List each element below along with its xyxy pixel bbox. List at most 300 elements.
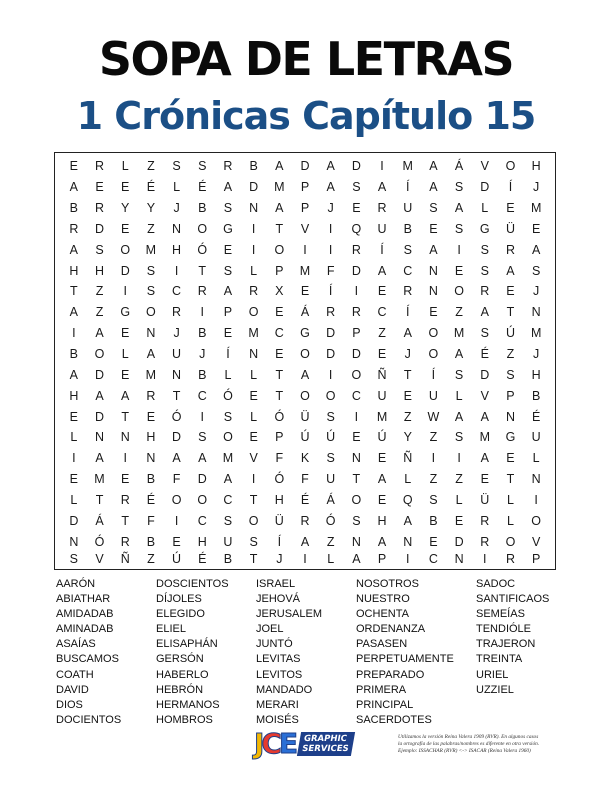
grid-cell[interactable]: H [69, 388, 79, 403]
grid-cell[interactable]: O [351, 492, 362, 507]
grid-cell[interactable]: E [69, 409, 78, 424]
grid-cell[interactable]: A [377, 534, 387, 549]
grid-cell[interactable]: N [249, 201, 259, 216]
grid-cell[interactable]: D [172, 430, 182, 445]
grid-cell[interactable]: Ñ [403, 451, 413, 466]
grid-cell[interactable]: J [199, 346, 206, 361]
grid-cell[interactable]: R [95, 201, 105, 216]
grid-cell[interactable]: Y [121, 201, 130, 216]
grid-cell[interactable]: R [223, 159, 233, 174]
grid-cell[interactable]: É [146, 492, 156, 507]
grid-cell[interactable]: J [404, 346, 411, 361]
grid-cell[interactable]: I [354, 284, 359, 299]
grid-cell[interactable]: I [431, 451, 436, 466]
grid-cell[interactable]: E [352, 430, 361, 445]
grid-cell[interactable]: I [457, 242, 461, 257]
grid-cell[interactable]: U [172, 346, 182, 361]
grid-cell[interactable]: R [351, 305, 361, 320]
grid-cell[interactable]: E [249, 388, 258, 403]
grid-cell[interactable]: S [198, 159, 207, 174]
grid-cell[interactable]: E [531, 221, 541, 236]
grid-cell[interactable]: A [429, 180, 438, 195]
grid-cell[interactable]: R [249, 284, 259, 299]
grid-cell[interactable]: V [531, 534, 541, 549]
grid-cell[interactable]: B [198, 201, 207, 216]
grid-cell[interactable]: O [531, 513, 542, 528]
grid-cell[interactable]: O [197, 221, 208, 236]
grid-cell[interactable]: A [275, 159, 284, 174]
grid-cell[interactable]: E [377, 492, 387, 507]
grid-cell[interactable]: O [274, 242, 285, 257]
grid-cell[interactable]: Ó [274, 409, 285, 424]
grid-cell[interactable]: E [454, 263, 464, 278]
grid-cell[interactable]: N [351, 451, 361, 466]
grid-cell[interactable]: L [121, 346, 129, 361]
grid-cell[interactable]: S [454, 221, 464, 236]
grid-cell[interactable]: H [531, 159, 541, 174]
grid-cell[interactable]: T [506, 305, 515, 320]
grid-cell[interactable]: M [145, 367, 157, 382]
grid-cell[interactable]: B [531, 388, 541, 403]
grid-cell[interactable]: S [429, 492, 438, 507]
grid-cell[interactable]: S [480, 326, 489, 341]
grid-cell[interactable]: B [223, 552, 233, 566]
grid-cell[interactable]: B [146, 472, 156, 487]
grid-cell[interactable]: D [95, 409, 105, 424]
grid-cell[interactable]: W [427, 409, 440, 424]
grid-cell[interactable]: L [404, 472, 412, 487]
grid-cell[interactable]: E [223, 326, 233, 341]
grid-cell[interactable]: T [95, 492, 104, 507]
grid-cell[interactable]: V [95, 552, 104, 566]
grid-cell[interactable]: T [249, 492, 258, 507]
grid-cell[interactable]: H [172, 242, 182, 257]
grid-cell[interactable]: I [354, 409, 359, 424]
grid-cell[interactable]: P [300, 180, 310, 195]
grid-cell[interactable]: O [94, 346, 105, 361]
grid-cell[interactable]: Ó [197, 242, 208, 257]
grid-cell[interactable]: D [95, 367, 105, 382]
grid-cell[interactable]: I [380, 159, 384, 174]
grid-cell[interactable]: O [248, 513, 259, 528]
grid-cell[interactable]: B [403, 221, 412, 236]
grid-cell[interactable]: Í [508, 180, 513, 195]
grid-cell[interactable]: N [146, 451, 156, 466]
grid-cell[interactable]: H [95, 263, 105, 278]
grid-cell[interactable]: A [121, 388, 130, 403]
grid-cell[interactable]: N [403, 534, 413, 549]
grid-cell[interactable]: S [223, 513, 233, 528]
grid-cell[interactable]: R [377, 201, 387, 216]
grid-cell[interactable]: C [428, 552, 438, 566]
grid-cell[interactable]: R [120, 492, 130, 507]
grid-cell[interactable]: V [480, 388, 489, 403]
grid-cell[interactable]: C [274, 326, 284, 341]
grid-cell[interactable]: J [533, 346, 540, 361]
grid-cell[interactable]: A [326, 180, 335, 195]
grid-cell[interactable]: A [223, 284, 233, 299]
grid-cell[interactable]: S [403, 242, 412, 257]
grid-cell[interactable]: Z [95, 284, 104, 299]
grid-cell[interactable]: I [457, 451, 461, 466]
grid-cell[interactable]: I [251, 221, 256, 236]
grid-cell[interactable]: E [403, 388, 412, 403]
grid-cell[interactable]: R [403, 284, 413, 299]
grid-cell[interactable]: E [454, 513, 464, 528]
grid-cell[interactable]: E [223, 242, 233, 257]
grid-cell[interactable]: S [223, 263, 233, 278]
grid-cell[interactable]: A [352, 552, 361, 566]
grid-cell[interactable]: O [248, 305, 259, 320]
grid-cell[interactable]: F [326, 263, 335, 278]
grid-cell[interactable]: L [250, 263, 258, 278]
grid-cell[interactable]: I [534, 492, 538, 507]
grid-cell[interactable]: N [95, 430, 105, 445]
grid-cell[interactable]: L [481, 201, 489, 216]
grid-cell[interactable]: V [300, 221, 310, 236]
grid-cell[interactable]: O [197, 492, 208, 507]
grid-cell[interactable]: L [327, 552, 335, 566]
grid-cell[interactable]: L [250, 367, 258, 382]
grid-cell[interactable]: A [377, 263, 387, 278]
grid-cell[interactable]: Ñ [120, 552, 130, 566]
grid-cell[interactable]: Í [226, 346, 230, 361]
grid-cell[interactable]: D [249, 180, 259, 195]
grid-cell[interactable]: L [224, 367, 232, 382]
grid-cell[interactable]: Z [429, 430, 438, 445]
grid-cell[interactable]: Ó [171, 409, 182, 424]
grid-cell[interactable]: Ú [505, 326, 515, 341]
grid-cell[interactable]: A [480, 409, 489, 424]
grid-cell[interactable]: E [377, 284, 387, 299]
grid-cell[interactable]: É [480, 346, 489, 361]
grid-cell[interactable]: P [300, 201, 310, 216]
grid-cell[interactable]: Y [403, 430, 412, 445]
grid-cell[interactable]: I [303, 552, 307, 566]
grid-cell[interactable]: D [326, 346, 336, 361]
grid-cell[interactable]: G [479, 221, 490, 236]
grid-cell[interactable]: I [303, 242, 307, 257]
grid-cell[interactable]: O [454, 284, 464, 299]
grid-cell[interactable]: A [223, 472, 233, 487]
grid-cell[interactable]: C [377, 305, 387, 320]
grid-cell[interactable]: T [275, 388, 284, 403]
grid-cell[interactable]: S [326, 409, 335, 424]
grid-cell[interactable]: A [300, 367, 310, 382]
grid-cell[interactable]: L [532, 451, 540, 466]
grid-cell[interactable]: L [250, 409, 258, 424]
grid-cell[interactable]: S [429, 201, 438, 216]
grid-cell[interactable]: N [69, 534, 79, 549]
grid-cell[interactable]: T [249, 552, 258, 566]
grid-cell[interactable]: F [301, 472, 309, 487]
grid-cell[interactable]: O [120, 242, 131, 257]
grid-cell[interactable]: E [506, 451, 515, 466]
grid-cell[interactable]: H [377, 513, 387, 528]
grid-cell[interactable]: A [403, 326, 412, 341]
grid-cell[interactable]: C [197, 513, 207, 528]
grid-cell[interactable]: D [95, 221, 105, 236]
grid-cell[interactable]: R [69, 221, 79, 236]
grid-cell[interactable]: A [69, 305, 78, 320]
grid-cell[interactable]: H [146, 430, 156, 445]
grid-cell[interactable]: N [505, 409, 515, 424]
grid-cell[interactable]: E [506, 284, 515, 299]
grid-cell[interactable]: A [198, 451, 207, 466]
grid-cell[interactable]: T [506, 472, 515, 487]
grid-cell[interactable]: N [172, 221, 182, 236]
grid-cell[interactable]: L [455, 492, 463, 507]
grid-cell[interactable]: L [70, 430, 78, 445]
grid-cell[interactable]: H [531, 367, 541, 382]
grid-cell[interactable]: A [326, 159, 335, 174]
grid-cell[interactable]: F [172, 472, 181, 487]
grid-cell[interactable]: R [480, 534, 490, 549]
grid-cell[interactable]: M [453, 326, 465, 341]
grid-cell[interactable]: S [249, 534, 258, 549]
grid-cell[interactable]: O [351, 367, 362, 382]
grid-cell[interactable]: H [274, 492, 284, 507]
grid-cell[interactable]: A [377, 472, 387, 487]
grid-cell[interactable]: I [328, 221, 333, 236]
grid-cell[interactable]: I [251, 472, 256, 487]
grid-cell[interactable]: R [480, 513, 490, 528]
grid-cell[interactable]: Ó [94, 534, 105, 549]
grid-cell[interactable]: U [223, 534, 233, 549]
grid-cell[interactable]: Í [405, 305, 410, 320]
grid-cell[interactable]: R [95, 159, 105, 174]
grid-cell[interactable]: Z [506, 346, 515, 361]
grid-cell[interactable]: Ñ [377, 367, 387, 382]
grid-cell[interactable]: É [531, 409, 541, 424]
grid-cell[interactable]: K [300, 451, 310, 466]
grid-cell[interactable]: I [174, 513, 179, 528]
grid-cell[interactable]: C [197, 388, 207, 403]
grid-cell[interactable]: A [454, 409, 464, 424]
grid-cell[interactable]: L [455, 388, 463, 403]
grid-cell[interactable]: Z [147, 552, 155, 566]
grid-cell[interactable]: R [172, 305, 182, 320]
grid-cell[interactable]: D [480, 367, 490, 382]
grid-cell[interactable]: Z [147, 159, 155, 174]
grid-cell[interactable]: M [299, 263, 311, 278]
grid-cell[interactable]: P [531, 552, 541, 566]
grid-cell[interactable]: E [429, 305, 438, 320]
grid-cell[interactable]: L [121, 159, 129, 174]
grid-cell[interactable]: C [223, 492, 233, 507]
grid-cell[interactable]: N [428, 284, 438, 299]
grid-cell[interactable]: N [351, 534, 361, 549]
grid-cell[interactable]: O [300, 388, 310, 403]
grid-cell[interactable]: E [121, 326, 130, 341]
grid-cell[interactable]: L [70, 492, 78, 507]
grid-cell[interactable]: Ú [300, 430, 310, 445]
grid-cell[interactable]: S [480, 242, 489, 257]
grid-cell[interactable]: A [95, 326, 104, 341]
grid-cell[interactable]: U [326, 472, 336, 487]
grid-cell[interactable]: E [172, 534, 181, 549]
grid-cell[interactable]: D [326, 326, 336, 341]
grid-cell[interactable]: Q [351, 221, 362, 236]
grid-cell[interactable]: S [172, 159, 181, 174]
grid-cell[interactable]: E [275, 346, 284, 361]
grid-cell[interactable]: S [454, 180, 464, 195]
grid-cell[interactable]: P [275, 430, 284, 445]
grid-cell[interactable]: B [146, 534, 156, 549]
grid-cell[interactable]: M [274, 180, 285, 195]
grid-cell[interactable]: Ú [172, 552, 182, 566]
letter-grid[interactable] [54, 152, 556, 570]
grid-cell[interactable]: Z [455, 472, 463, 487]
grid-cell[interactable]: A [146, 346, 156, 361]
grid-cell[interactable]: I [328, 242, 333, 257]
grid-cell[interactable]: B [429, 513, 438, 528]
grid-cell[interactable]: A [429, 242, 438, 257]
grid-cell[interactable]: É [198, 552, 207, 566]
grid-cell[interactable]: Z [326, 534, 335, 549]
grid-cell[interactable]: I [483, 552, 487, 566]
grid-cell[interactable]: S [454, 430, 464, 445]
grid-cell[interactable]: B [249, 159, 258, 174]
grid-cell[interactable]: R [146, 388, 156, 403]
grid-cell[interactable]: S [146, 263, 156, 278]
grid-cell[interactable]: M [479, 430, 490, 445]
grid-cell[interactable]: E [275, 305, 284, 320]
grid-cell[interactable]: T [198, 263, 207, 278]
grid-cell[interactable]: T [275, 367, 284, 382]
grid-cell[interactable]: U [428, 388, 438, 403]
grid-cell[interactable]: E [146, 409, 156, 424]
grid-cell[interactable]: N [120, 430, 130, 445]
grid-cell[interactable]: C [172, 284, 182, 299]
grid-cell[interactable]: Z [455, 305, 463, 320]
grid-cell[interactable]: H [69, 263, 79, 278]
grid-cell[interactable]: C [351, 388, 361, 403]
grid-cell[interactable]: I [174, 263, 179, 278]
grid-cell[interactable]: O [428, 346, 439, 361]
grid-cell[interactable]: M [145, 242, 157, 257]
grid-cell[interactable]: E [352, 201, 361, 216]
grid-cell[interactable]: Y [146, 201, 156, 216]
grid-cell[interactable]: D [454, 534, 464, 549]
grid-cell[interactable]: A [531, 242, 541, 257]
grid-cell[interactable]: É [198, 180, 207, 195]
grid-cell[interactable]: E [121, 180, 130, 195]
grid-cell[interactable]: S [352, 180, 361, 195]
grid-cell[interactable]: S [223, 409, 233, 424]
grid-cell[interactable]: D [480, 180, 490, 195]
grid-cell[interactable]: J [276, 552, 283, 566]
grid-cell[interactable]: Ü [480, 492, 490, 507]
grid-cell[interactable]: E [506, 201, 515, 216]
grid-cell[interactable]: Z [403, 409, 412, 424]
grid-cell[interactable]: O [325, 388, 336, 403]
grid-cell[interactable]: P [275, 263, 284, 278]
grid-cell[interactable]: P [506, 388, 515, 403]
grid-cell[interactable]: S [223, 201, 233, 216]
grid-cell[interactable]: E [377, 451, 387, 466]
grid-cell[interactable]: A [480, 305, 489, 320]
grid-cell[interactable]: O [146, 305, 156, 320]
grid-cell[interactable]: O [428, 326, 439, 341]
grid-cell[interactable]: I [328, 367, 333, 382]
grid-cell[interactable]: E [377, 346, 387, 361]
grid-cell[interactable]: E [121, 472, 130, 487]
grid-cell[interactable]: A [377, 180, 387, 195]
grid-cell[interactable]: Ó [274, 472, 285, 487]
grid-cell[interactable]: Z [95, 305, 104, 320]
grid-cell[interactable]: N [428, 263, 438, 278]
grid-cell[interactable]: A [506, 263, 515, 278]
grid-cell[interactable]: S [480, 263, 489, 278]
grid-cell[interactable]: B [198, 326, 207, 341]
grid-cell[interactable]: E [300, 284, 310, 299]
grid-cell[interactable]: T [403, 367, 412, 382]
grid-cell[interactable]: J [533, 180, 540, 195]
grid-cell[interactable]: S [146, 284, 156, 299]
grid-cell[interactable]: G [120, 305, 131, 320]
grid-cell[interactable]: N [531, 472, 541, 487]
grid-cell[interactable]: M [530, 326, 542, 341]
grid-cell[interactable]: I [123, 451, 127, 466]
grid-cell[interactable]: L [506, 492, 514, 507]
grid-cell[interactable]: Z [429, 472, 438, 487]
grid-cell[interactable]: V [480, 159, 489, 174]
grid-cell[interactable]: N [146, 326, 156, 341]
grid-cell[interactable]: D [351, 159, 361, 174]
grid-cell[interactable]: B [198, 367, 207, 382]
grid-cell[interactable]: S [506, 367, 515, 382]
grid-cell[interactable]: E [429, 534, 438, 549]
grid-cell[interactable]: S [326, 451, 335, 466]
grid-cell[interactable]: Q [402, 492, 413, 507]
grid-cell[interactable]: A [95, 388, 104, 403]
grid-cell[interactable]: D [69, 513, 79, 528]
grid-cell[interactable]: A [69, 367, 78, 382]
grid-cell[interactable]: I [200, 409, 204, 424]
grid-cell[interactable]: A [95, 451, 104, 466]
grid-cell[interactable]: R [300, 513, 310, 528]
grid-cell[interactable]: G [300, 326, 310, 341]
grid-cell[interactable]: Í [380, 242, 384, 257]
grid-cell[interactable]: O [171, 492, 182, 507]
grid-cell[interactable]: A [300, 534, 310, 549]
grid-cell[interactable]: Ó [223, 388, 233, 403]
grid-cell[interactable]: J [327, 201, 334, 216]
grid-cell[interactable]: S [454, 367, 464, 382]
grid-cell[interactable]: I [200, 305, 204, 320]
grid-cell[interactable]: F [275, 451, 284, 466]
grid-cell[interactable]: C [403, 263, 413, 278]
grid-cell[interactable]: E [121, 367, 130, 382]
grid-cell[interactable]: D [351, 346, 361, 361]
grid-cell[interactable]: L [173, 180, 181, 195]
grid-cell[interactable]: Ó [325, 513, 336, 528]
grid-cell[interactable]: S [198, 430, 207, 445]
grid-cell[interactable]: A [223, 180, 233, 195]
grid-cell[interactable]: N [531, 305, 541, 320]
grid-cell[interactable]: R [480, 284, 490, 299]
grid-cell[interactable]: A [275, 201, 284, 216]
grid-cell[interactable]: P [352, 326, 361, 341]
grid-cell[interactable]: A [454, 346, 464, 361]
grid-cell[interactable]: Í [328, 284, 333, 299]
grid-cell[interactable]: P [223, 305, 233, 320]
grid-cell[interactable]: E [429, 221, 438, 236]
grid-cell[interactable]: N [249, 346, 259, 361]
grid-cell[interactable]: T [352, 472, 361, 487]
grid-cell[interactable]: D [300, 159, 310, 174]
